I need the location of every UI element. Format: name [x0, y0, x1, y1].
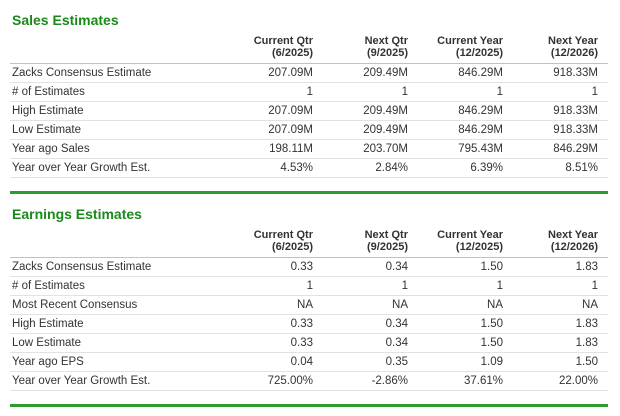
- column-header-label: Next Year: [548, 35, 598, 47]
- row-value: NA: [513, 296, 608, 315]
- row-label: Year over Year Growth Est.: [10, 372, 228, 391]
- row-value: 2.84%: [323, 159, 418, 178]
- row-value: NA: [418, 296, 513, 315]
- row-label: Year over Year Growth Est.: [10, 159, 228, 178]
- row-value: 1: [513, 83, 608, 102]
- estimates-table: [10, 34, 608, 178]
- row-value: 1: [228, 83, 323, 102]
- row-value: 1: [418, 277, 513, 296]
- row-value: 846.29M: [418, 64, 513, 83]
- table-row: [10, 83, 608, 102]
- column-header-period: (12/2025): [455, 240, 503, 253]
- table-row: [10, 258, 608, 277]
- row-label: Low Estimate: [10, 334, 228, 353]
- column-header-period: (9/2025): [367, 240, 408, 253]
- row-value: 207.09M: [228, 121, 323, 140]
- row-label: Year ago Sales: [10, 140, 228, 159]
- column-header-period: (12/2025): [455, 46, 503, 59]
- row-value: 0.35: [323, 353, 418, 372]
- row-value: 1: [418, 83, 513, 102]
- table-row: [10, 140, 608, 159]
- table-row: [10, 102, 608, 121]
- row-label: High Estimate: [10, 102, 228, 121]
- row-value: 1.83: [513, 334, 608, 353]
- column-header-label: Current Qtr: [253, 35, 313, 47]
- column-header-period: (6/2025): [272, 240, 313, 253]
- row-value: NA: [228, 296, 323, 315]
- row-value: 918.33M: [513, 102, 608, 121]
- table-row: [10, 159, 608, 178]
- row-label: # of Estimates: [10, 277, 228, 296]
- column-header-label: Next Qtr: [364, 229, 408, 241]
- row-value: 0.33: [228, 258, 323, 277]
- table-head: [10, 34, 608, 64]
- column-header: [513, 228, 608, 258]
- row-label: Zacks Consensus Estimate: [10, 258, 228, 277]
- row-value: 1.09: [418, 353, 513, 372]
- table-row: [10, 296, 608, 315]
- table-body: [10, 258, 608, 391]
- header-row: [10, 34, 608, 64]
- table-row: [10, 64, 608, 83]
- row-value: 1.83: [513, 258, 608, 277]
- row-label: Low Estimate: [10, 121, 228, 140]
- estimates-section: [10, 0, 610, 194]
- estimates-section: [10, 194, 610, 407]
- row-value: 846.29M: [513, 140, 608, 159]
- row-value: 6.39%: [418, 159, 513, 178]
- row-value: 1: [323, 83, 418, 102]
- column-header: [323, 228, 418, 258]
- row-value: 1: [323, 277, 418, 296]
- row-value: 8.51%: [513, 159, 608, 178]
- row-value: 209.49M: [323, 102, 418, 121]
- row-value: 1.50: [513, 353, 608, 372]
- section-divider-bar: [10, 404, 608, 407]
- column-header: [228, 34, 323, 64]
- table-row: [10, 315, 608, 334]
- column-header-period: (9/2025): [367, 46, 408, 59]
- row-value: 198.11M: [228, 140, 323, 159]
- row-value: 795.43M: [418, 140, 513, 159]
- row-label: High Estimate: [10, 315, 228, 334]
- row-value: 209.49M: [323, 121, 418, 140]
- table-row: [10, 372, 608, 391]
- row-value: 1.83: [513, 315, 608, 334]
- row-value: 207.09M: [228, 102, 323, 121]
- estimates-table: [10, 228, 608, 391]
- row-label: # of Estimates: [10, 83, 228, 102]
- column-header: [418, 34, 513, 64]
- column-header-period: (12/2026): [550, 240, 598, 253]
- row-value: 918.33M: [513, 121, 608, 140]
- table-row: [10, 353, 608, 372]
- header-spacer-cell: [10, 228, 228, 258]
- row-value: 0.33: [228, 334, 323, 353]
- row-value: 1.50: [418, 315, 513, 334]
- column-header-label: Current Year: [437, 229, 503, 241]
- table-body: [10, 64, 608, 178]
- row-value: -2.86%: [323, 372, 418, 391]
- row-value: 4.53%: [228, 159, 323, 178]
- table-row: [10, 277, 608, 296]
- row-value: 207.09M: [228, 64, 323, 83]
- row-value: 846.29M: [418, 102, 513, 121]
- table-head: [10, 228, 608, 258]
- row-value: 1.50: [418, 334, 513, 353]
- row-value: 846.29M: [418, 121, 513, 140]
- row-value: 209.49M: [323, 64, 418, 83]
- section-title: Earnings Estimates: [12, 206, 142, 222]
- column-header-label: Current Year: [437, 35, 503, 47]
- row-value: 1.50: [418, 258, 513, 277]
- row-value: 0.33: [228, 315, 323, 334]
- column-header-period: (12/2026): [550, 46, 598, 59]
- row-label: Zacks Consensus Estimate: [10, 64, 228, 83]
- column-header-label: Current Qtr: [253, 229, 313, 241]
- row-value: 0.34: [323, 315, 418, 334]
- column-header-label: Next Qtr: [364, 35, 408, 47]
- column-header: [323, 34, 418, 64]
- column-header-period: (6/2025): [272, 46, 313, 59]
- row-value: 0.04: [228, 353, 323, 372]
- section-title: Sales Estimates: [12, 12, 119, 28]
- header-row: [10, 228, 608, 258]
- row-value: 918.33M: [513, 64, 608, 83]
- row-label: Most Recent Consensus: [10, 296, 228, 315]
- row-value: 1: [228, 277, 323, 296]
- table-row: [10, 334, 608, 353]
- row-value: 22.00%: [513, 372, 608, 391]
- table-row: [10, 121, 608, 140]
- row-value: 37.61%: [418, 372, 513, 391]
- row-label: Year ago EPS: [10, 353, 228, 372]
- row-value: NA: [323, 296, 418, 315]
- column-header: [513, 34, 608, 64]
- row-value: 725.00%: [228, 372, 323, 391]
- column-header: [418, 228, 513, 258]
- header-spacer-cell: [10, 34, 228, 64]
- column-header: [228, 228, 323, 258]
- column-header-label: Next Year: [548, 229, 598, 241]
- row-value: 1: [513, 277, 608, 296]
- row-value: 0.34: [323, 258, 418, 277]
- row-value: 203.70M: [323, 140, 418, 159]
- row-value: 0.34: [323, 334, 418, 353]
